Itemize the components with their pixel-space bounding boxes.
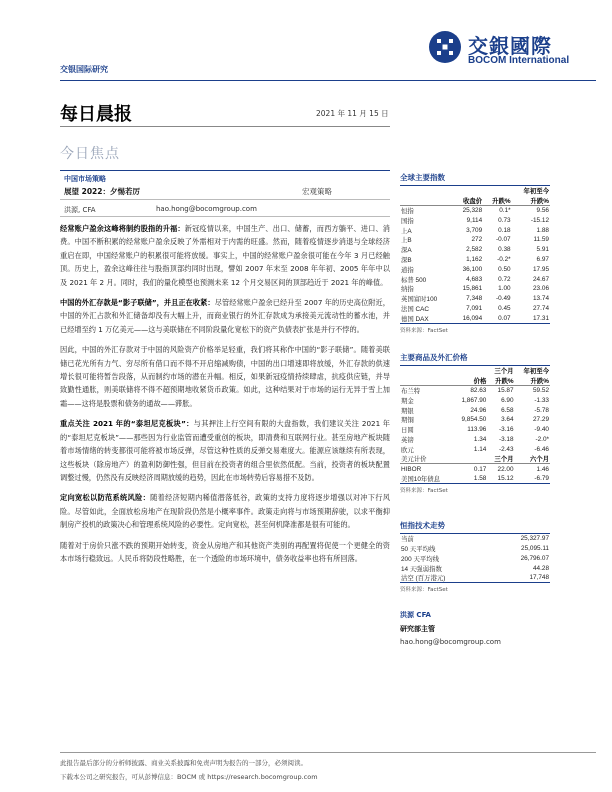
article-rule [60, 199, 390, 200]
table-cell: 27.29 [533, 416, 549, 424]
table-cell: 15.87 [497, 387, 514, 395]
table-cell: -5.78 [534, 406, 549, 414]
table-cell: 0.45 [498, 304, 511, 312]
table-cell: -6.79 [515, 474, 550, 484]
technical-row [400, 534, 550, 544]
paragraph: 随着对于房价只涨不跌的预期开始转变，资金从房地产和其他资产类别的再配置将促使一个更健全的资本市场行稳致远。人民币将防段性略胜，在一个透险的市场环境中，债务收益率也将有所回落。 [60, 540, 390, 563]
table-cell: 欧元 [401, 446, 414, 454]
brand-logo [428, 28, 598, 70]
table-cell: 1.34 [473, 435, 487, 443]
table-cell: 上B [401, 237, 412, 245]
article-category: 中国市场策略 [64, 175, 106, 183]
table-cell: 纳指 [401, 286, 414, 294]
table-cell: 日圆 [401, 427, 414, 435]
index-row [400, 206, 550, 216]
commodity-row [400, 444, 550, 454]
index-row [400, 294, 550, 304]
table-cell: 法国 CAC [401, 305, 430, 313]
table-cell: HIBOR [401, 465, 422, 473]
indices-panel [400, 172, 550, 334]
table-cell: 6.90 [501, 396, 514, 404]
technicals-table [400, 534, 550, 583]
table-cell: 布兰特 [401, 388, 421, 396]
brand-name-cn: 交銀國際 [468, 34, 552, 58]
index-row [400, 235, 550, 245]
table-cell: 0.73 [498, 216, 511, 224]
table-cell: -3.16 [498, 426, 514, 434]
index-row [400, 264, 550, 274]
commodity-row [400, 425, 550, 435]
analyst-email[interactable]: hao.hong@bocomgroup.com [400, 638, 501, 646]
table-cell: 5.91 [536, 246, 549, 254]
paragraph: 经常账户盈余这峰将制约股指的升福：新冠疫情以来，中国生产、出口、储蓄，而西方躺平、进口、消费。中国不断积累的经常账户盈余反映了外需相对于内需的旺盛。然而，随着疫情逐步消退与全球经济重启在即，中国经常账户的积累很可能将放缓。事实上，中国的经常账户盈余很可能在今年 3 月已经触顶。历史上，盈余这峰往往与股指顶部约同时出现，譬如 2007 年末至 2008 年年初、2005 年年中以及 2021 年 2 月。同时，我们的量化模型也预测未来 12 个月交易区间的顶部趋近于 2021 年的峰值。 [60, 224, 390, 287]
article-body [60, 222, 390, 572]
index-row [400, 225, 550, 235]
table-cell: 德国 DAX [400, 313, 453, 323]
commodities-source: 资料来源：FactSet [400, 488, 448, 495]
section-title: 今日焦点 [60, 146, 120, 162]
technical-row [400, 563, 550, 573]
table-cell: 17.95 [533, 265, 549, 273]
table-cell: 11.59 [533, 236, 549, 244]
index-row [400, 284, 550, 294]
table-cell: 0.50 [498, 265, 511, 273]
title-divider [60, 126, 390, 127]
technical-row [400, 573, 550, 583]
paragraph: 定向宽松以防范系统风险：随着经济短期内稀值潜落低谷，政策的支持力度将逐步增强以对冲下行风险。尽管如此，全面放松房地产在现阶段仍然是小概率事件。政策走向将与市场预期辞驶，以求平衡抑制房产投机的政策决心和管理系统风险的必要性。定向宽松，甚至何机降准都是很有可能的。 [60, 493, 390, 530]
table-cell: 1.88 [536, 226, 549, 234]
table-cell: 113.96 [467, 426, 487, 434]
technical-row [400, 544, 550, 554]
technicals-source: 资料来源：FactSet [400, 587, 448, 594]
table-cell: 英国富时100 [401, 296, 438, 304]
commodity-row [400, 415, 550, 425]
table-cell: 1.58 [453, 474, 488, 484]
index-row [400, 313, 550, 323]
bocom-logo-icon [428, 30, 462, 64]
footer-disclaimer: 此报告最后部分的分析师披露、商业关系披露和免责声明为报告的一部分，必须阅读。 [60, 759, 307, 767]
table-cell: 13.74 [533, 295, 549, 303]
table-cell: 25,095.11 [521, 545, 549, 553]
table-cell: 1.14 [473, 445, 487, 453]
article-email[interactable]: hao.hong@bocomgroup.com [156, 205, 257, 213]
commodities-table: 三个月 年初至今 价格 升跌% 升跌% 布兰特 82.63 15.87 59.52 期金 1,867.90 6.90 -1.33 期银 24.96 6.58 -5.78 期铜 9,854.50 3.64 27.29 日圆 113.96 -3.16 -9.40 英镑 1.34 -3.18 -2.0* 欧元 1.14 -2.43 -6.46 美元计价 三个月 六个月 HIBOR 0.17 22.00 1.46 美国10年债息 1.58 15.12 -6.79 [401, 368, 549, 483]
commodities-title: 主要商品及外汇价格 [400, 352, 550, 366]
table-cell: 9,854.50 [461, 416, 487, 424]
index-row [400, 304, 550, 314]
commodity-row [400, 435, 550, 445]
table-cell: 50 天平均线 [401, 546, 436, 554]
table-cell: 4,683 [466, 275, 483, 283]
table-cell: -0.07 [496, 236, 511, 244]
table-cell: 国指 [401, 217, 414, 225]
report-date: 2021 年 11 月 15 日 [316, 109, 389, 118]
table-cell: 1,162 [466, 255, 483, 263]
table-cell: 23.06 [533, 285, 549, 293]
table-cell: 59.52 [533, 387, 549, 395]
table-cell: 0.38 [498, 246, 511, 254]
table-cell: 7,091 [466, 304, 483, 312]
table-cell: 272 [471, 236, 483, 244]
table-cell: 2,582 [466, 246, 483, 254]
article-author: 洪源, CFA [64, 206, 96, 214]
table-cell: -6.46 [534, 445, 549, 453]
indices-table: 年初至今 收盘价 升跌% 升跌% 恒指 25,328 0.1* 9.56 国指 9,114 0.73 -15.12 上A 3,709 0.18 1.88 上B 272 -0.07 11.59 深A 2,582 0.38 5.91 深B 1,162 -0.2* 6.97 道指 36,100 0.50 17.95 标普 500 4,683 0.72 24.67 纳指 15,861 1.00 23.06 英国富时100 7,348 -0.49 13.74 法国 CAC 7,091 0.45 27.74 德国 DAX 16,094 0.07 17.31 [401, 188, 549, 323]
report-title: 每日晨报 [60, 104, 132, 125]
table-cell: 恒指 [401, 208, 414, 216]
table-cell: 24.67 [533, 275, 549, 283]
table-cell: 0.72 [498, 275, 511, 283]
table-cell: 期金 [401, 397, 414, 405]
table-cell: -1.33 [534, 396, 549, 404]
analyst-name: 洪源 CFA [400, 611, 431, 619]
table-cell: 深A [401, 247, 412, 255]
table-cell: 6.97 [536, 255, 549, 263]
table-cell: 1,867.90 [461, 396, 487, 404]
commodity-row [400, 395, 550, 405]
table-cell: 7,348 [466, 295, 483, 303]
table-cell: -0.2* [497, 255, 511, 263]
technical-row [400, 554, 550, 564]
table-cell: -2.0* [535, 435, 549, 443]
table-cell: -2.43 [498, 445, 514, 453]
table-cell: 1.46 [536, 465, 549, 473]
article-title: 展望 2022：夕惕若厉 [64, 187, 140, 196]
table-cell: -0.49 [496, 295, 511, 303]
index-row [400, 215, 550, 225]
table-cell: 当前 [401, 536, 414, 544]
org-label: 交银国际研究 [60, 65, 108, 74]
commodity-row [400, 386, 550, 396]
article-divider [60, 170, 390, 171]
table-cell: 15.12 [487, 474, 514, 484]
paragraph: 重点关注 2021 年的“泰坦尼克板块”：与其押注上行空间有限的大盘指数，我们建议关注 2021 年的“泰坦尼克板块”——那些因为行业监管而遭受重创的板块，即清费和互联网行业。甚至房地产板块随着市场情绪的转变都很可能将被市场反弹，尽管这种性质的反弹交易难度大。能源应该继续有所表现，这些板块（除房地产）的盈利防御性强，但目前在投资者的组合里依然低配。当前，投资者的板块配置调整过慢，仍然没有反映经济周期放缓的趋势，因此在市场转势后容易措不及防。 [60, 419, 390, 482]
index-row [400, 274, 550, 284]
table-cell: 沽空 (百万港元) [400, 573, 491, 583]
table-cell: 上A [401, 227, 412, 235]
footer-download: 下载本公司之研究报告，可从彭博信息：BOCM 或 https://research.bocomgroup.com [60, 773, 318, 781]
table-cell: 25,327.97 [520, 535, 549, 543]
index-row [400, 255, 550, 265]
table-cell: 美国10年债息 [400, 474, 453, 484]
commodity-row [400, 405, 550, 415]
table-cell: 82.63 [470, 387, 487, 395]
table-cell: 期银 [401, 407, 414, 415]
table-cell: 14 天强弱指数 [401, 565, 442, 573]
table-cell: 英镑 [401, 436, 414, 444]
table-cell: -9.40 [534, 426, 549, 434]
article-tag: 宏观策略 [302, 187, 332, 196]
table-cell: 36,100 [462, 265, 483, 273]
table-cell: -3.18 [498, 435, 514, 443]
table-cell: 24.96 [470, 406, 487, 414]
table-cell: 25,328 [462, 207, 483, 215]
table-cell: 44.28 [533, 564, 549, 572]
table-cell: 22.00 [497, 465, 514, 473]
technicals-panel [400, 520, 550, 593]
indices-title: 全球主要指数 [400, 172, 550, 186]
table-cell: 9,114 [466, 216, 483, 224]
table-cell: 3,709 [466, 226, 483, 234]
footer-divider [60, 752, 596, 753]
header-divider [60, 80, 596, 81]
table-cell: 3.64 [501, 416, 514, 424]
analyst-block [400, 610, 501, 646]
table-cell: 0.1* [499, 207, 511, 215]
table-cell: 道指 [401, 266, 414, 274]
table-cell: 1.00 [498, 285, 511, 293]
rate-row [400, 464, 550, 474]
table-cell: 16,094 [453, 313, 483, 323]
table-cell: 0.18 [498, 226, 511, 234]
table-cell: 6.58 [501, 406, 514, 414]
table-cell: 17.31 [512, 313, 550, 323]
table-cell: -15.12 [530, 216, 549, 224]
index-row [400, 245, 550, 255]
rate-row [400, 474, 550, 484]
table-cell: 26,796.07 [520, 554, 549, 562]
paragraph: 因此，中国的外汇存款对于中国的风险资产价格举足轻重，我们将其称作中国的“影子联储”。随着美联储已花光所有力气、穷尽所有借口而不得不开启缩减购债，中国的出口增速即将放缓，外汇存款的供速增长很可能将暂告段落，从而制约市场的潜在升幅。相反，如果新冠疫情持续肆虐，抗疫供应链，并导致勤性通胀，则美联储将不得不超预期地收紧货币政策。如此，这种结果对于市场的运行无异于雪上加霜——这将是股票和债务的通故——滞胀。 [60, 345, 390, 408]
table-cell: 9.56 [536, 207, 549, 215]
analyst-dept: 研究部主管 [400, 625, 435, 633]
table-cell: 期铜 [401, 417, 414, 425]
table-cell: 17,748 [491, 573, 550, 583]
article-rule [60, 216, 390, 217]
table-cell: 200 天平均线 [401, 555, 440, 563]
brand-name-en: BOCOM International [468, 55, 570, 66]
commodities-panel [400, 352, 550, 494]
table-cell: 0.17 [473, 465, 487, 473]
paragraph: 中国的外汇存款是“影子联储”，并且正在收紧：尽管经常账户盈余已经升至 2007 年的历史高位附近，中国的外汇占款和外汇储备却没有大幅上升，而商业银行的外汇存款成为承接美元流动性的蓄水池，并已经增至约 1 万亿美元——这与美联储在不同阶段量化宽松下的资产负债表扩张是并行不悖的。 [60, 298, 390, 334]
table-cell: 15,861 [462, 285, 483, 293]
indices-source: 资料来源：FactSet [400, 327, 448, 334]
table-cell: 深B [401, 256, 412, 264]
table-cell: 27.74 [533, 304, 549, 312]
technicals-title: 恒指技术走势 [400, 520, 550, 534]
table-cell: 标普 500 [401, 276, 427, 284]
table-cell: 0.07 [483, 313, 511, 323]
